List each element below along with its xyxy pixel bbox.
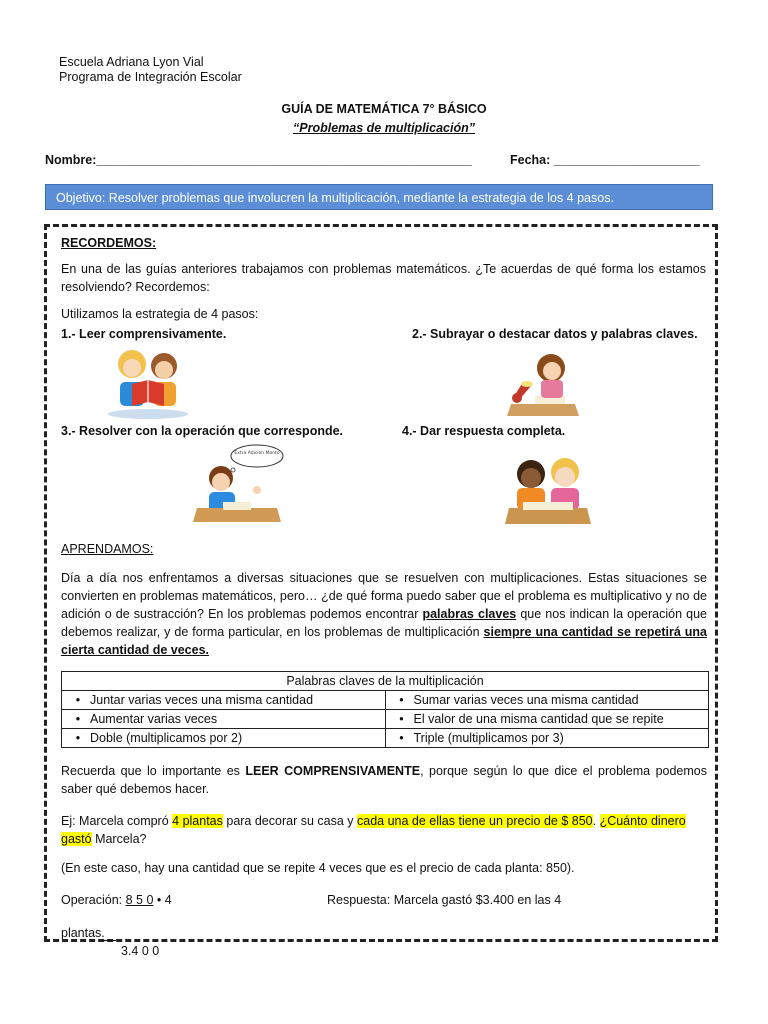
recuerda-paragraph: [61, 762, 707, 798]
bullet: •: [75, 731, 81, 745]
two-kids-illustration: [505, 454, 591, 528]
plants-text: plantas.: [61, 926, 105, 940]
keyword-cell: El valor de una misma cantidad que se repite: [413, 712, 664, 726]
program-name: Programa de Integración Escolar: [59, 70, 242, 84]
step-1: 1.- Leer comprensivamente.: [61, 327, 227, 341]
operation-multiplier: • 4: [153, 893, 172, 907]
example-paragraph: [61, 812, 707, 848]
recordemos-intro: En una de las guías anteriores trabajamos con problemas matemáticos. ¿Te acuerdas de qué forma los estamos resolviendo? Recordemos:: [61, 262, 706, 294]
aprendamos-text-b: que nos indican la operación que debemos realizar, y de forma particular, en los problemas de multiplicación: [61, 607, 707, 639]
keywords-table: [61, 671, 709, 748]
table-row: [62, 729, 709, 748]
recuerda-text-a: Recuerda que lo importante es: [61, 764, 246, 778]
table-row: [62, 691, 709, 710]
keyword-cell: Juntar varias veces una misma cantidad: [90, 693, 314, 707]
example-text-b: para decorar su casa y: [222, 814, 357, 828]
writing-girl-illustration: [505, 346, 581, 420]
keyword-cell: Sumar varias veces una misma cantidad: [413, 693, 639, 707]
repetition-emphasis: siempre una cantidad se repetirá una cierta cantidad de veces.: [61, 625, 707, 657]
bullet: •: [399, 731, 404, 745]
objective-box: Objetivo: Resolver problemas que involucren la multiplicación, mediante la estrategia de los 4 pasos.: [45, 184, 713, 210]
answer-text: Respuesta: Marcela gastó $3.400 en las 4: [327, 893, 562, 907]
name-field[interactable]: [45, 153, 472, 167]
keywords-table-header: Palabras claves de la multiplicación: [62, 672, 709, 691]
highlight-quantity: 4 plantas: [172, 814, 223, 828]
table-row: [62, 710, 709, 729]
leer-comprensivamente-emphasis: LEER COMPRENSIVAMENTE: [245, 764, 421, 778]
highlight-price: cada una de ellas tiene un precio de $ 850: [357, 814, 593, 828]
keyword-cell: Doble (multiplicamos por 2): [90, 731, 243, 745]
operation-line: [61, 893, 172, 907]
operation-multiplicand: 8 5 0: [125, 893, 154, 907]
keyword-cell: Triple (multiplicamos por 3): [413, 731, 564, 745]
thinking-boy-illustration: [193, 442, 285, 530]
recordemos-heading: RECORDEMOS:: [61, 236, 157, 250]
strategy-text: Utilizamos la estrategia de 4 pasos:: [61, 307, 259, 321]
bullet: •: [399, 712, 404, 726]
aprendamos-paragraph: [61, 569, 707, 659]
example-note: (En este caso, hay una cantidad que se repite 4 veces que es el precio de cada planta: 850).: [61, 861, 575, 875]
example-text-c: .: [592, 814, 600, 828]
bullet: •: [75, 712, 81, 726]
example-text-a: Ej: Marcela compró: [61, 814, 173, 828]
guide-subtitle: “Problemas de multiplicación”: [293, 121, 475, 135]
bubble-text: Extra Adición Monto: [234, 451, 280, 456]
operation-result: 3.4 0 0: [121, 944, 160, 958]
aprendamos-heading: APRENDAMOS:: [61, 542, 154, 556]
step-3: 3.- Resolver con la operación que corresponde.: [61, 424, 344, 438]
svg-text:Extra Adición Monto: [234, 449, 279, 456]
example-text-d: Marcela?: [91, 832, 147, 846]
guide-title: GUÍA DE MATEMÁTICA 7° BÁSICO: [281, 102, 487, 116]
name-label: Nombre:______________________________________________________: [45, 153, 472, 167]
aprendamos-text-a: Día a día nos enfrentamos a diversas situaciones que se resuelven con multiplicaciones. Estas situaciones se convierten en problemas matemáticos, pero… ¿de qué forma puedo saber que el problema es multiplicativo y no de adición o de sustracción? En los problemas podemos encontrar: [61, 571, 707, 621]
recuerda-text-c: , porque según lo que dice el problema podemos saber qué debemos hacer.: [61, 764, 707, 796]
highlight-question: ¿Cuánto dinero gastó: [61, 814, 686, 846]
step-2: 2.- Subrayar o destacar datos y palabras claves.: [412, 327, 698, 341]
school-name: Escuela Adriana Lyon Vial: [59, 55, 204, 69]
keyword-cell: Aumentar varias veces: [90, 712, 218, 726]
palabras-claves-emphasis: palabras claves: [422, 607, 517, 621]
result-line: [104, 940, 116, 941]
date-label: Fecha: _____________________: [510, 153, 700, 167]
bullet: •: [399, 693, 404, 707]
reading-kids-illustration: [102, 344, 194, 420]
bullet: •: [75, 693, 81, 707]
date-field[interactable]: [510, 153, 700, 167]
step-4: 4.- Dar respuesta completa.: [402, 424, 566, 438]
operation-label: Operación:: [61, 893, 126, 907]
